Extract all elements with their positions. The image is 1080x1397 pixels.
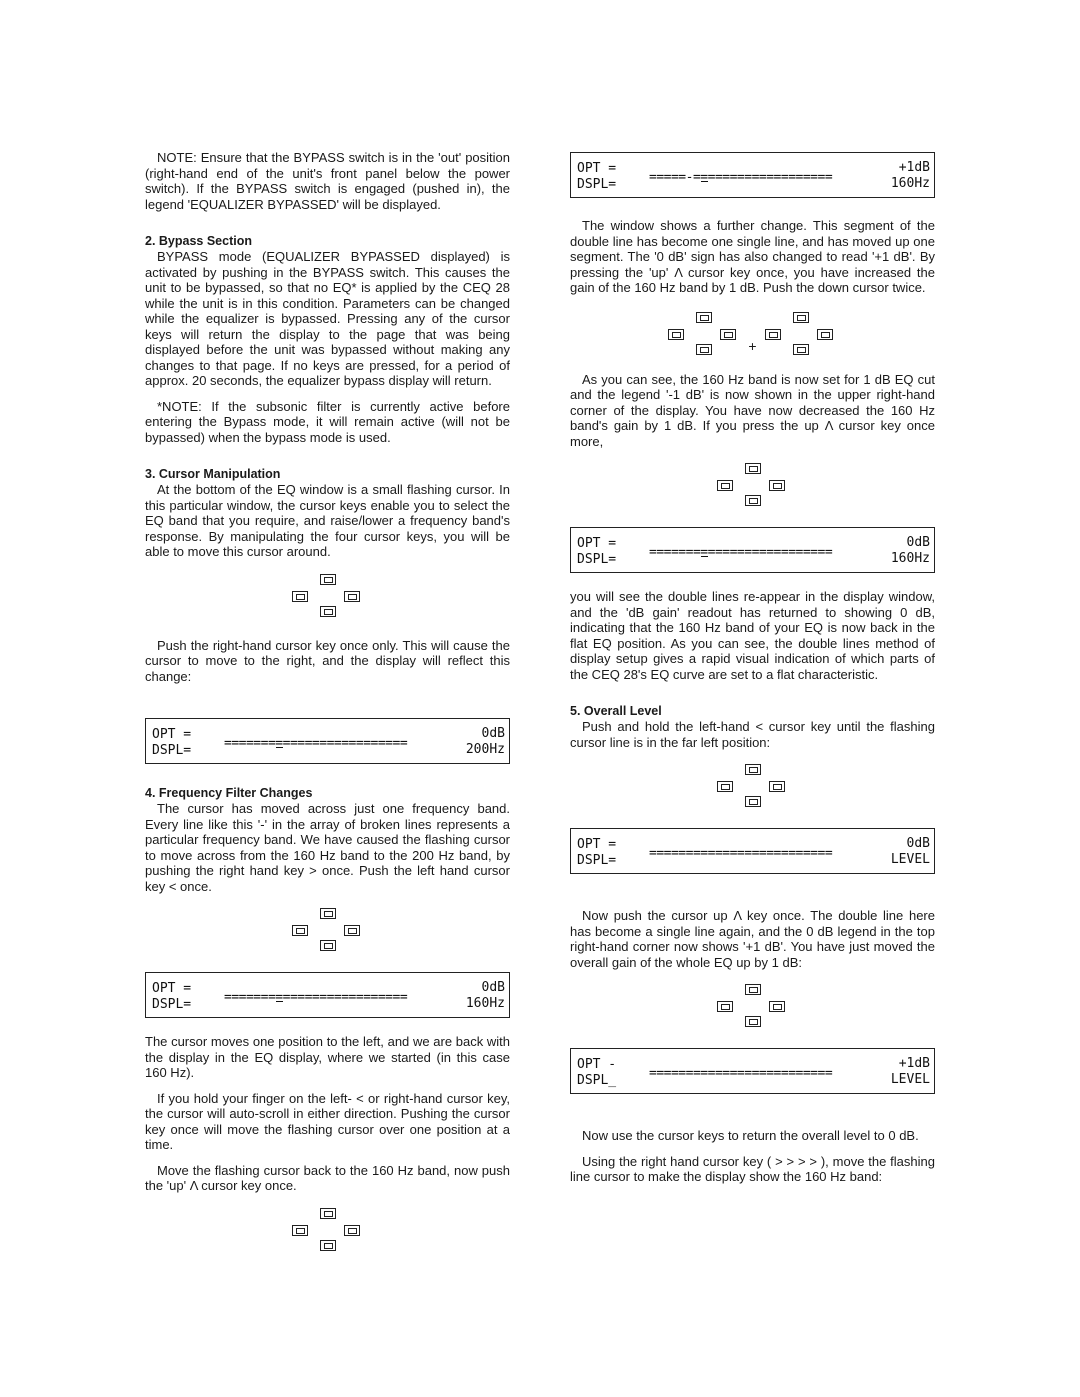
lcd-gain: +1dB — [898, 1056, 930, 1071]
lcd-opt: OPT = — [152, 981, 192, 996]
lcd-gain: 0dB — [481, 980, 505, 995]
bypass-section — [145, 234, 510, 445]
lcd-gain: +1dB — [898, 160, 930, 175]
right-key-icon — [769, 1001, 785, 1012]
overall-heading: 5. Overall Level — [570, 704, 662, 718]
lcd-band: LEVEL — [890, 852, 930, 867]
lcd-band: 160Hz — [465, 996, 505, 1011]
left-key-icon — [668, 329, 684, 340]
lcd-opt: OPT = — [577, 161, 617, 176]
lcd-dspl: DSPL= — [152, 743, 192, 758]
left-key-icon — [292, 1225, 308, 1236]
lcd-display-level-plus1db — [570, 1048, 935, 1094]
lcd-dspl: DSPL= — [577, 552, 617, 567]
right-key-icon — [720, 329, 736, 340]
left-key-icon — [765, 329, 781, 340]
lcd-opt: OPT - — [577, 1057, 617, 1072]
return-level-text: Now use the cursor keys to return the overall level to 0 dB. — [582, 1128, 919, 1143]
up-key-icon — [745, 984, 761, 995]
freq-heading: 4. Frequency Filter Changes — [145, 786, 313, 800]
cursor-keys-pair — [570, 312, 935, 358]
up-key-icon — [696, 312, 712, 323]
lcd-band: 160Hz — [890, 176, 930, 191]
left-key-icon — [717, 1001, 733, 1012]
freq-text: The cursor has moved across just one frequency band. Every line like this '-' in the array of broken lines represents a particular frequency band. We have caused the flashing cursor to move across from the 160 Hz band to the 200 Hz band, by pushing the right hand key > once. Push the left hand cursor key < once. — [145, 801, 510, 894]
plus-sign: + — [748, 337, 757, 354]
lcd-eq-bars: ========================= — [649, 545, 833, 560]
cursor-keys-diagram — [668, 312, 740, 358]
as-you-see-text: As you can see, the 160 Hz band is now set for 1 dB EQ cut and the legend '-1 dB' is now shown in the upper right-hand corner of the display. You have now decreased the 160 Hz band's gain by 1 dB. If you press the up Λ cursor key once more, — [570, 371, 935, 449]
lcd-opt: OPT = — [577, 536, 617, 551]
frequency-section — [145, 786, 510, 894]
cursor-keys-diagram — [292, 1208, 364, 1254]
up-key-icon — [320, 574, 336, 585]
lcd-display-plus1db — [570, 152, 935, 198]
up-key-icon — [320, 1208, 336, 1219]
move-back-text: Move the flashing cursor back to the 160 Hz band, now push the 'up' Λ cursor key once. — [145, 1162, 510, 1193]
cursor-keys-diagram — [765, 312, 837, 358]
hold-finger-text: If you hold your finger on the left- < or right-hand cursor key, the cursor will auto-scroll in either direction. Pushing the cursor key once will move the flashing cursor over one position at a time. — [145, 1090, 510, 1152]
right-key-icon — [344, 925, 360, 936]
down-key-icon — [793, 344, 809, 355]
lcd-cursor — [276, 1001, 283, 1002]
cursor-keys-diagram — [717, 463, 789, 509]
lcd-eq-bars: =====-=================== — [649, 170, 833, 185]
up-key-icon — [745, 764, 761, 775]
bypass-switch-note: NOTE: Ensure that the BYPASS switch is in the 'out' position (right-hand end of the unit's front panel below the power switch). If the BYPASS switch is engaged (pushed in), the legend 'EQUALIZER BYPASSED' will be displayed. — [145, 150, 510, 212]
moves-left-text: The cursor moves one position to the left, and we are back with the display in the EQ display, where we started (in this case 160 Hz). — [145, 1034, 510, 1080]
right-key-icon — [817, 329, 833, 340]
lcd-dspl: DSPL= — [152, 997, 192, 1012]
lcd-band: 200Hz — [465, 742, 505, 757]
lcd-opt: OPT = — [152, 727, 192, 742]
down-key-icon — [745, 495, 761, 506]
lcd-eq-bars: ========================= — [649, 846, 833, 861]
right-key-icon — [344, 591, 360, 602]
lcd-dspl: DSPL= — [577, 853, 617, 868]
lcd-band: LEVEL — [890, 1072, 930, 1087]
down-key-icon — [320, 1240, 336, 1251]
lcd-display-level-0db — [570, 828, 935, 874]
lcd-dspl: DSPL= — [577, 177, 617, 192]
push-up-text: Now push the cursor up Λ key once. The double line here has become a single line again, and the 0 dB legend in the top right-hand corner now shows '+1 dB'. You have just moved the overall gain of the whole EQ up by 1 dB: — [570, 908, 935, 970]
overall-text: Push and hold the left-hand < cursor key until the flashing cursor line is in the far left position: — [570, 719, 935, 750]
lcd-cursor — [701, 556, 708, 557]
using-right-text: Using the right hand cursor key ( > > > > ), move the flashing line cursor to make the display show the 160 Hz band: — [570, 1153, 935, 1184]
lcd-gain: 0dB — [906, 836, 930, 851]
right-key-icon — [769, 781, 785, 792]
overall-level-section — [570, 704, 935, 750]
up-key-icon — [793, 312, 809, 323]
right-key-icon — [344, 1225, 360, 1236]
lcd-eq-bars: ========================= — [649, 1066, 833, 1081]
right-key-icon — [769, 480, 785, 491]
left-key-icon — [292, 925, 308, 936]
up-key-icon — [745, 463, 761, 474]
down-key-icon — [696, 344, 712, 355]
bypass-heading: 2. Bypass Section — [145, 234, 252, 248]
double-lines-text: you will see the double lines re-appear in the display window, and the 'dB gain' readout has returned to showing 0 dB, indicating that the 160 Hz band of your EQ is now back in the flat EQ position. As you can see, the double lines method of display setup gives a rapid visual indication of which parts of the CEQ 28's EQ curve are set to a flat characteristic. — [570, 589, 935, 682]
down-key-icon — [745, 1016, 761, 1027]
lcd-display-0db — [570, 527, 935, 573]
left-key-icon — [292, 591, 308, 602]
bypass-text: BYPASS mode (EQUALIZER BYPASSED displayed) is activated by pushing in the BYPASS switch. This causes the unit to be bypassed, so that no EQ* is applied by the CEQ 28 while the unit is in this condition. Parameters can be changed while the equalizer is bypassed. Pressing any of the cursor keys will return the display to the page that was being displayed before the unit was bypassed without making any changes to that page. If no keys are pressed, for a period of approx. 20 seconds, the equalizer bypass display will return. — [145, 249, 510, 388]
lcd-gain: 0dB — [481, 726, 505, 741]
cursor-keys-diagram — [292, 574, 364, 620]
window-change-text: The window shows a further change. This segment of the double line has become one single line, and has moved up one segment. The '0 dB' sign has also changed to read '+1 dB'. By pressing the 'up' Λ cursor key once, you have increased the gain of the 160 Hz band by 1 dB. Push the down cursor twice. — [570, 218, 935, 295]
cursor-text: At the bottom of the EQ window is a small flashing cursor. In this particular window, the cursor keys enable you to select the EQ band that you require, and raise/lower a frequency band's response. By manipulating the four cursor keys, you will be able to move this cursor around. — [145, 482, 510, 559]
bypass-note: *NOTE: If the subsonic filter is currently active before entering the Bypass mode, it will remain active (will not be bypassed) when the bypass mode is used. — [145, 398, 510, 445]
down-key-icon — [320, 940, 336, 951]
lcd-eq-bars: ========================= — [224, 990, 408, 1005]
lcd-band: 160Hz — [890, 551, 930, 566]
lcd-opt: OPT = — [577, 837, 617, 852]
cursor-keys-diagram — [717, 764, 789, 810]
lcd-cursor — [276, 747, 283, 748]
left-key-icon — [717, 480, 733, 491]
lcd-eq-bars: ========================= — [224, 736, 408, 751]
left-key-icon — [717, 781, 733, 792]
lcd-dspl: DSPL_ — [577, 1073, 617, 1088]
lcd-gain: 0dB — [906, 535, 930, 550]
cursor-section — [145, 467, 510, 560]
down-key-icon — [745, 796, 761, 807]
lcd-display-160hz — [145, 972, 510, 1018]
down-key-icon — [320, 606, 336, 617]
cursor-heading: 3. Cursor Manipulation — [145, 467, 281, 481]
lcd-cursor — [701, 181, 708, 182]
lcd-display-200hz — [145, 718, 510, 764]
up-key-icon — [320, 908, 336, 919]
cursor-keys-diagram — [292, 908, 364, 954]
left-column — [145, 150, 510, 1272]
cursor-keys-diagram — [717, 984, 789, 1030]
right-column — [570, 150, 935, 1195]
push-right-text: Push the right-hand cursor key once only. This will cause the cursor to move to the right, and the display will reflect this change: — [145, 637, 510, 684]
